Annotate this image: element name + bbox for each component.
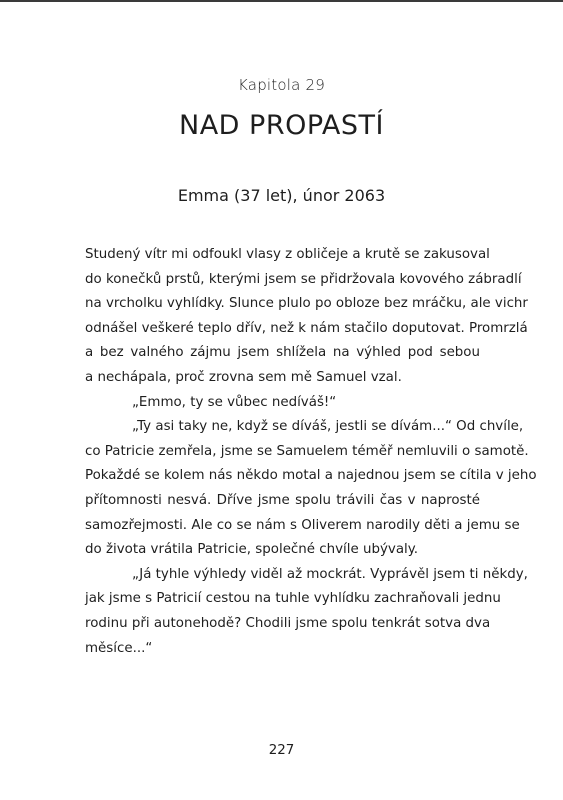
text-line: rodinu při autonehodě? Chodili jsme spolu tenkrát sotva dva <box>85 615 491 631</box>
text-line: „Emmo, ty se vůbec nedíváš!“ <box>132 394 337 410</box>
text-line: do života vrátila Patricie, společné chvíle ubývaly. <box>85 542 419 558</box>
text-line: a nechápala, proč zrovna sem mě Samuel vzal. <box>85 369 402 385</box>
body-text <box>85 243 537 661</box>
text-line: měsíce...“ <box>85 640 153 656</box>
top-rule <box>0 0 563 2</box>
page-number: 227 <box>268 743 295 758</box>
section-subtitle: Emma (37 let), únor 2063 <box>177 186 386 205</box>
text-line: Studený vítr mi odfoukl vlasy z obličeje a krutě se zakusoval <box>85 247 490 262</box>
text-line: co Patricie zemřela, jsme se Samuelem téměř nemluvili o samotě. <box>85 443 529 459</box>
text-line: „Ty asi taky ne, když se díváš, jestli se dívám...“ Od chvíle, <box>132 419 524 435</box>
text-line: samozřejmosti. Ale co se nám s Oliverem narodily děti a jemu se <box>85 517 520 533</box>
chapter-title: NAD PROPASTÍ <box>179 110 384 141</box>
text-line: „Já tyhle výhledy viděl až mockrát. Vyprávěl jsem ti někdy, <box>132 566 528 582</box>
text-line: na vrcholku vyhlídky. Slunce plulo po obloze bez mráčku, ale vichr <box>85 296 528 312</box>
text-line: Pokaždé se kolem nás někdo motal a najednou jsem se cítila v jeho <box>85 468 537 484</box>
text-line: odnášel veškeré teplo dřív, než k nám stačilo doputovat. Promrzlá <box>85 320 528 336</box>
chapter-label: Kapitola 29 <box>238 76 325 94</box>
text-line: přítomnosti nesvá. Dříve jsme spolu trávili čas v naprosté <box>85 492 480 508</box>
text-line: do konečků prstů, kterými jsem se přidržovala kovového zábradlí <box>85 271 522 287</box>
text-line: jak jsme s Patricií cestou na tuhle vyhlídku zachraňovali jednu <box>85 591 501 607</box>
text-line: a bez valného zájmu jsem shlížela na výhled pod sebou <box>85 345 480 361</box>
